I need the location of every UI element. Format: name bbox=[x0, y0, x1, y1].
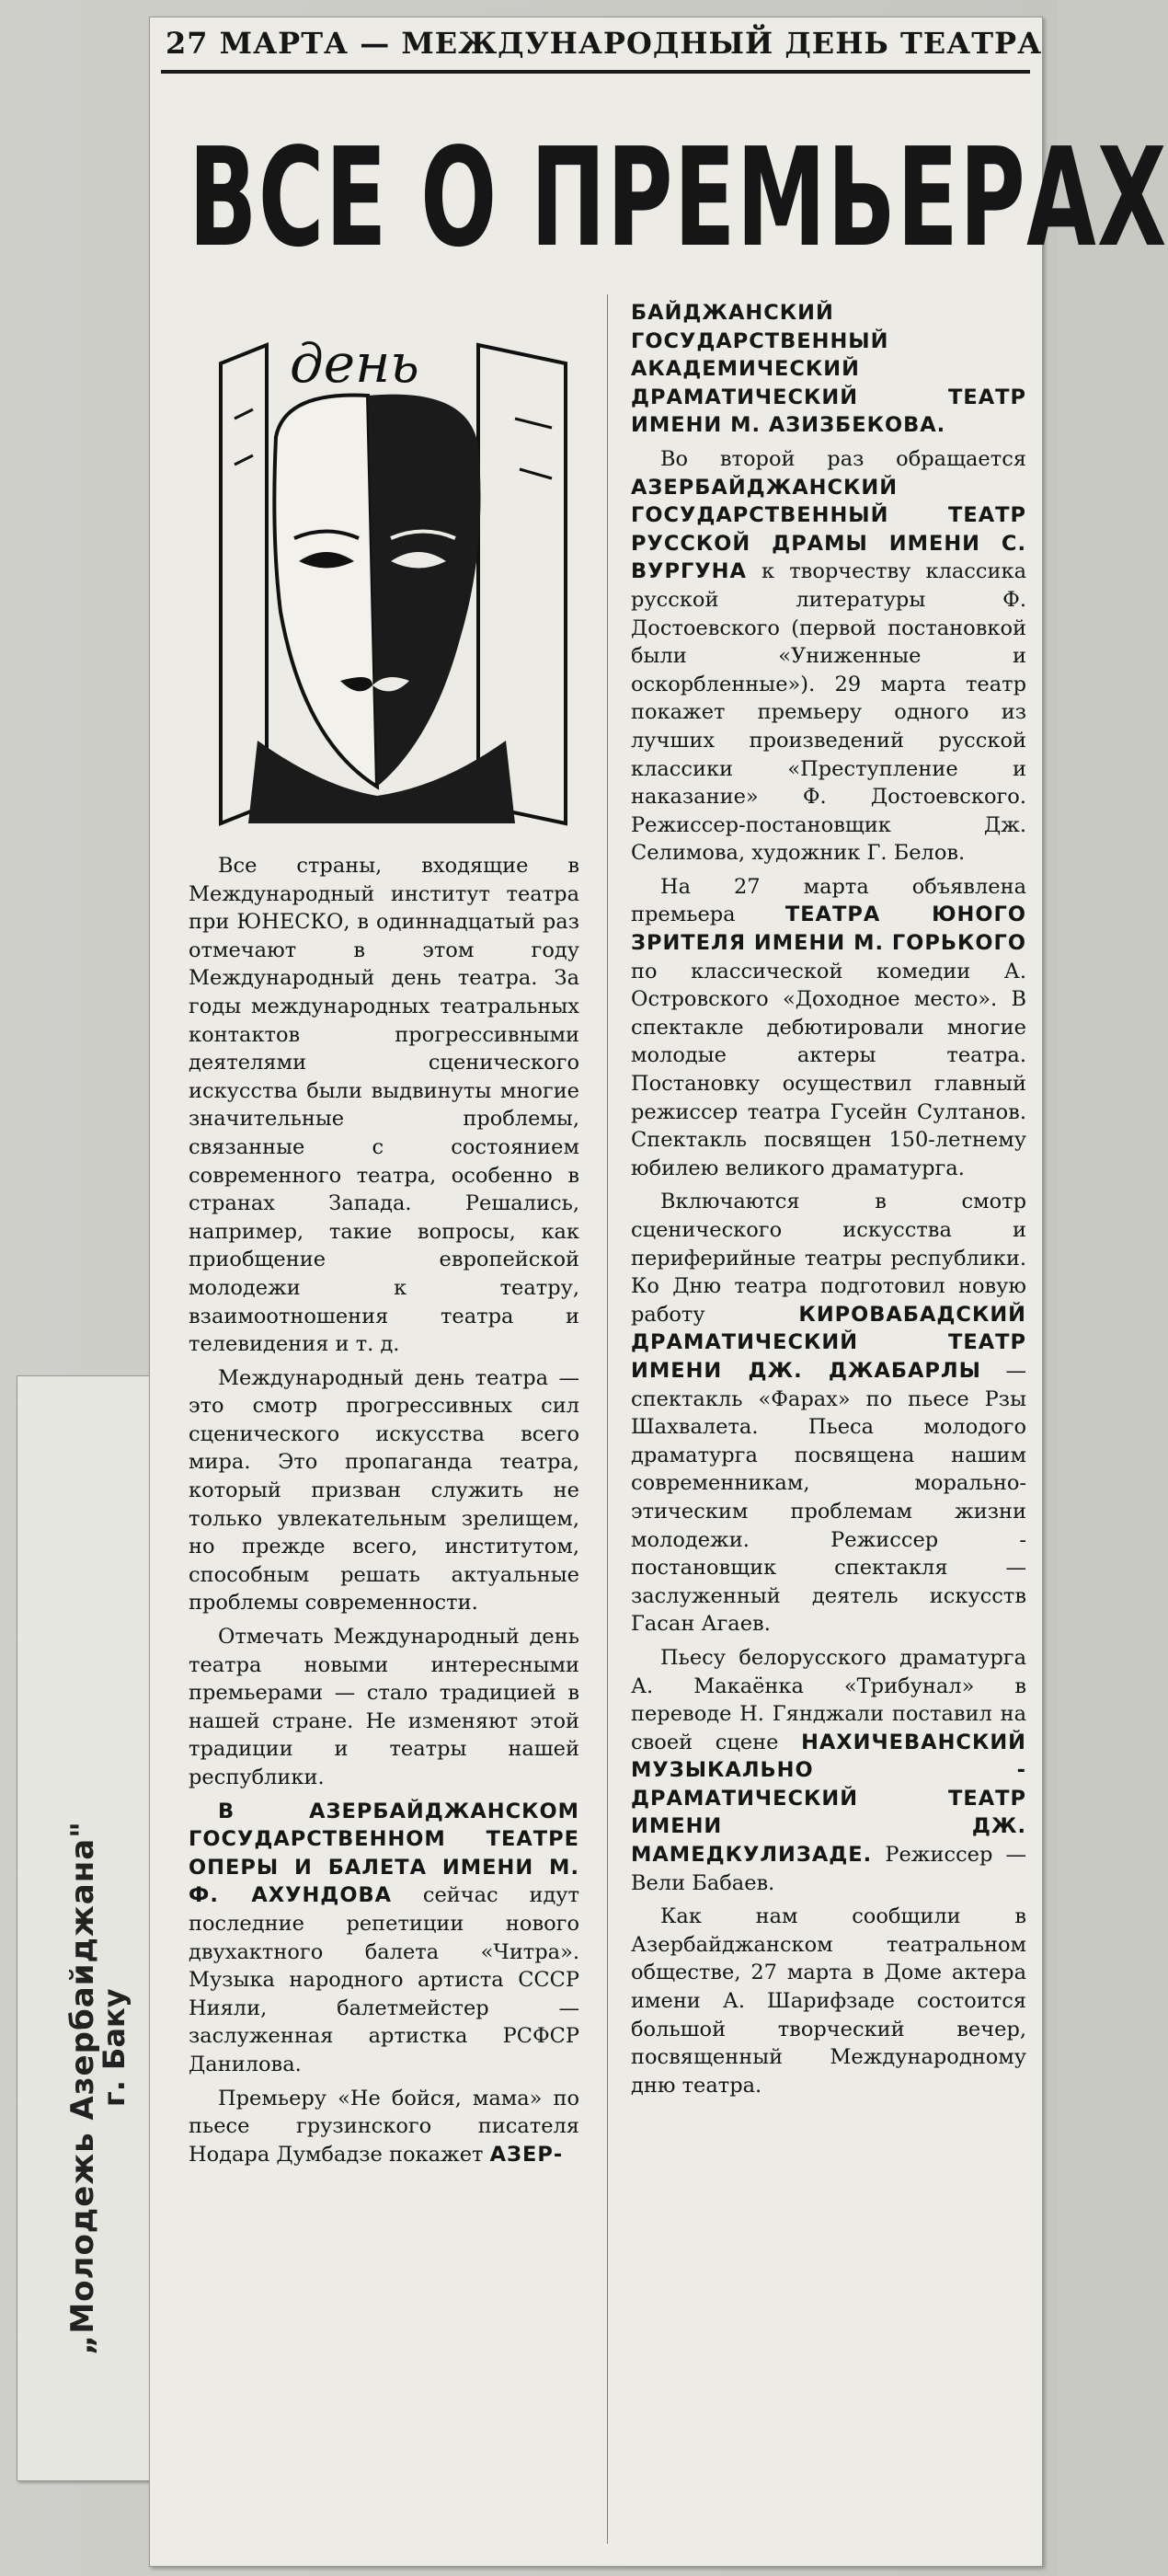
theatre-masks-illustration bbox=[202, 308, 579, 833]
slip-city: г. Баку bbox=[97, 1988, 132, 2107]
paragraph-text: Режиссер — Вели Бабаев. bbox=[631, 1843, 1026, 1895]
paragraph bbox=[631, 1644, 1026, 1897]
paragraph-text: — спектакль «Фарах» по пьесе Рзы Шахвалета. Пьеса молодого драматурга посвящена нашим современникам, морально-этическим проблемам жизни молодежи. Режиссер - постановщик спектакля — заслуженный деятель искусств Гасан Агаев. bbox=[631, 1358, 1026, 1637]
paragraph bbox=[631, 873, 1026, 1183]
paragraph-last bbox=[189, 2085, 579, 2169]
paragraph-text: Во второй раз обращается bbox=[660, 446, 1026, 471]
dark-mask-icon bbox=[368, 395, 481, 787]
theatre-name: АЗЕРБАЙДЖАНСКИЙ ГОСУДАРСТВЕННЫЙ ТЕАТР РУССКОЙ ДРАМЫ ИМЕНИ С. ВУРГУНА bbox=[631, 475, 1026, 584]
paragraph-text: по классической комедии А. Островского «Доходное место». В спектакле дебютировали многие молодые актеры театра. Постановку осуществил главный режиссер театра Гусейн Султанов. Спектакль посвящен 150-летнему юбилею великого драматурга. bbox=[631, 959, 1026, 1180]
paragraph: Международный день театра — это смотр прогрессивных сил сценического искусства всего мира. Это пропаганда театра, который призван служить не только увлекательным зрелищем, но прежде всего, институтом, способным решать актуальные проблемы современности. bbox=[189, 1365, 579, 1616]
paragraph: Как нам сообщили в Азербайджанском театральном обществе, 27 марта в Доме актера имени А. Шарифзаде состоится большой творческий вечер, посвященный Международному дню театра. bbox=[631, 1904, 1026, 2098]
slip-newspaper-name: „Молодежь Азербайджана" bbox=[64, 1821, 101, 2355]
rubric: 27 МАРТА — МЕЖДУНАРОДНЫЙ ДЕНЬ ТЕАТРА bbox=[166, 26, 1043, 61]
rubric-rule bbox=[161, 70, 1030, 74]
right-column bbox=[631, 299, 1026, 2558]
column-rule bbox=[607, 294, 608, 2544]
paragraph-text: сейчас идут последние репетиции нового двухактного балета «Читра». Музыка народного артиста СССР Нияли, балетмейстер — заслуженная артистка РСФСР Данилова. bbox=[189, 1883, 579, 2076]
paragraph-continuation bbox=[631, 299, 1026, 440]
theatre-name: В АЗЕРБАЙДЖАНСКОМ ГОСУДАРСТВЕННОМ ТЕАТРЕ ОПЕРЫ И БАЛЕТА ИМЕНИ М. Ф. АХУНДОВА bbox=[189, 1799, 579, 1908]
paragraph-text: На 27 марта объявлена премьера bbox=[631, 874, 1026, 927]
headline: ВСЕ О ПРЕМЬЕРАХ bbox=[189, 119, 1168, 277]
paragraph-opera bbox=[189, 1798, 579, 2079]
paragraph: Все страны, входящие в Международный институт театра при ЮНЕСКО, в одиннадцатый раз отмечают в этом году Международный день театра. За годы международных театральных контактов прогрессивными деятелями сценического искусства были выдвинуты многие значительные проблемы, связанные с состоянием современного театра, особенно в странах Запада. Решались, например, такие вопросы, как приобщение европейской молодежи к театру, взаимоотношения театра и телевидения и т. д. bbox=[189, 854, 579, 1357]
paragraph-text: Пьесу белорусского драматурга А. Макаёнка «Трибунал» в переводе Н. Гянджали поставил на своей сцене bbox=[631, 1645, 1026, 1754]
paragraph-text: Включаются в смотр сценического искусства и периферийные театры республики. Ко Дню театра подготовил новую работу bbox=[631, 1190, 1026, 1327]
light-mask-icon bbox=[274, 396, 377, 787]
left-column bbox=[189, 852, 579, 2549]
paragraph-text: Премьеру «Не бойся, мама» по пьесе грузинского писателя Нодара Думбадзе покажет bbox=[189, 2086, 579, 2167]
theatre-name: НАХИЧЕВАНСКИЙ МУЗЫКАЛЬНО - ДРАМАТИЧЕСКИЙ ТЕАТР ИМЕНИ ДЖ. МАМЕДКУЛИЗАДЕ. bbox=[631, 1730, 1026, 1868]
illustration-caption: день bbox=[290, 332, 419, 395]
theatre-name: КИРОВАБАДСКИЙ ДРАМАТИЧЕСКИЙ ТЕАТР ИМЕНИ ДЖ. ДЖАБАРЛЫ bbox=[631, 1302, 1026, 1383]
paragraph bbox=[631, 445, 1026, 868]
paragraph bbox=[631, 1188, 1026, 1639]
theatre-name: БАЙДЖАНСКИЙ ГОСУДАРСТВЕННЫЙ АКАДЕМИЧЕСКИЙ ДРАМАТИЧЕСКИЙ ТЕАТР ИМЕНИ М. АЗИЗБЕКОВА. bbox=[631, 301, 1026, 438]
theatre-name: АЗЕР- bbox=[489, 2142, 564, 2167]
paragraph: Отмечать Международный день театра новыми интересными премьерами — стало традицией в нашей стране. Не изменяют этой традиции и театры нашей республики. bbox=[189, 1625, 579, 1789]
theatre-name: ТЕАТРА ЮНОГО ЗРИТЕЛЯ ИМЕНИ М. ГОРЬКОГО bbox=[631, 903, 1026, 956]
paragraph-text: к творчеству классика русской литературы Ф. Достоевского (первой постановкой были «Униженные и оскорбленные»). 29 марта театр покажет премьеру одного из лучших произведений русской классики «Преступление и наказание» Ф. Достоевского. Режиссер-постановщик Дж. Селимова, художник Г. Белов. bbox=[631, 559, 1026, 866]
